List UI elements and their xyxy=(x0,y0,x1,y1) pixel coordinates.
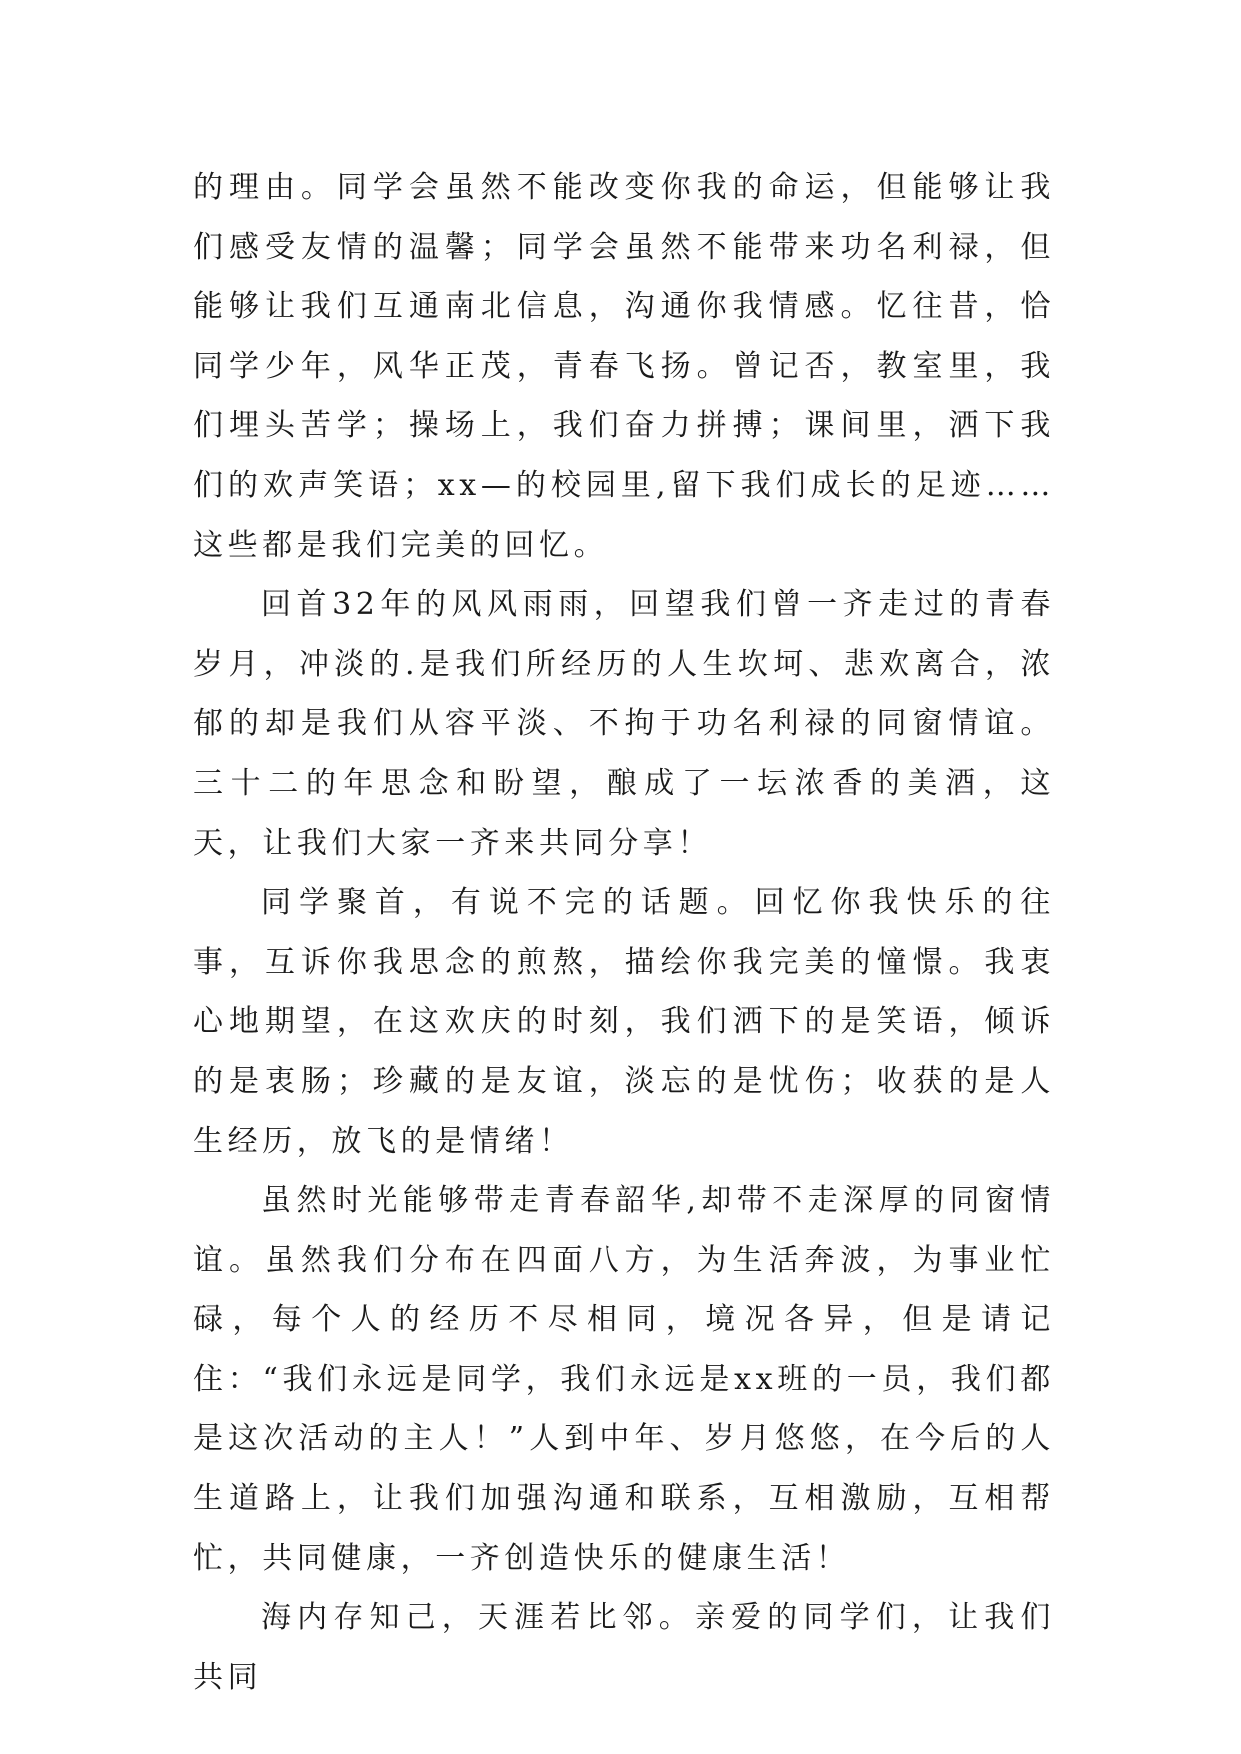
paragraph-2: 回首32年的风风雨雨，回望我们曾一齐走过的青春岁月，冲淡的.是我们所经历的人生坎坷、悲欢离合，浓郁的却是我们从容平淡、不拘于功名利禄的同窗情谊。三十二的年思念和盼望，酿成了一坛浓香的美酒，这天，让我们大家一齐来共同分享！ xyxy=(193,587,1055,861)
document-body xyxy=(193,158,1055,1707)
paragraph-3: 同学聚首，有说不完的话题。回忆你我快乐的往事，互诉你我思念的煎熬，描绘你我完美的憧憬。我衷心地期望，在这欢庆的时刻，我们洒下的是笑语，倾诉的是衷肠；珍藏的是友谊，淡忘的是忧伤；收获的是人生经历，放飞的是情绪！ xyxy=(193,885,1055,1159)
paragraph-1: 的理由。同学会虽然不能改变你我的命运，但能够让我们感受友情的温馨；同学会虽然不能带来功名利禄，但能够让我们互通南北信息，沟通你我情感。忆往昔，恰同学少年，风华正茂，青春飞扬。曾记否，教室里，我们埋头苦学；操场上，我们奋力拼搏；课间里，洒下我们的欢声笑语；xx—的校园里,留下我们成长的足迹……这些都是我们完美的回忆。 xyxy=(193,170,1055,563)
paragraph-5: 海内存知己，天涯若比邻。亲爱的同学们，让我们共同 xyxy=(193,1600,1055,1695)
paragraph-4: 虽然时光能够带走青春韶华,却带不走深厚的同窗情谊。虽然我们分布在四面八方，为生活奔波，为事业忙碌，每个人的经历不尽相同，境况各异，但是请记住：“我们永远是同学，我们永远是xx班的一员，我们都是这次活动的主人！”人到中年、岁月悠悠，在今后的人生道路上，让我们加强沟通和联系，互相激励，互相帮忙，共同健康，一齐创造快乐的健康生活！ xyxy=(193,1183,1055,1576)
